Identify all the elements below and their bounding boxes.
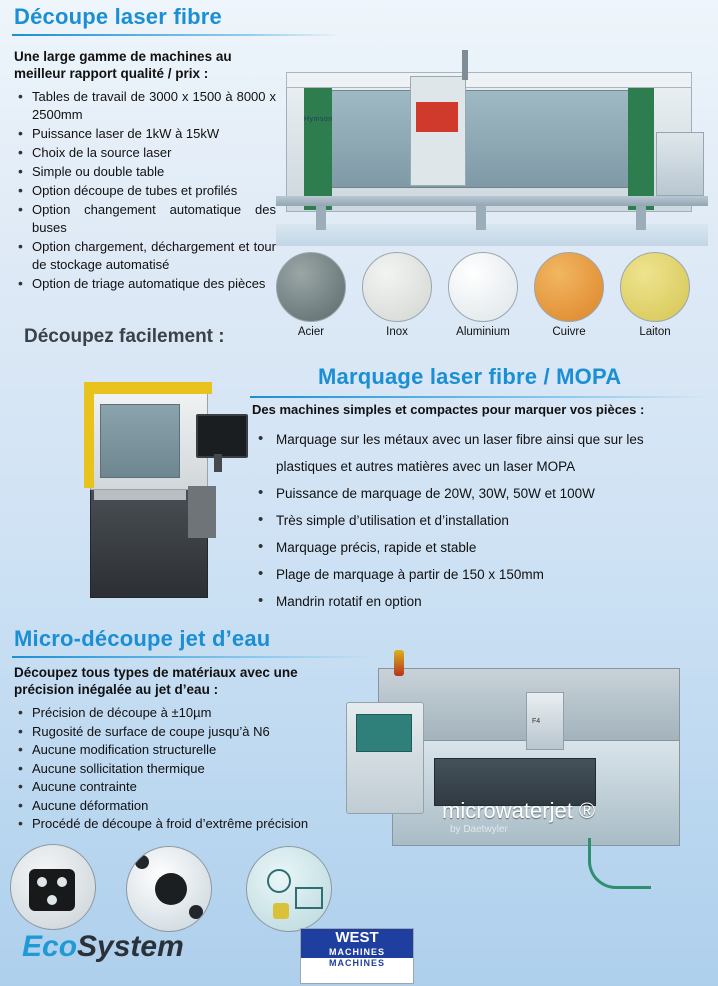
- list-item: • Option découpe de tubes et profilés: [14, 182, 276, 200]
- material-label: Aluminium: [456, 326, 510, 338]
- machine-top-cover: [286, 72, 692, 88]
- list-item: • Rugosité de surface de coupe jusqu’à N6: [14, 723, 364, 742]
- status-lamp: [394, 650, 404, 676]
- divider-laser-marking: [250, 396, 708, 398]
- marking-machine-pc: [188, 486, 216, 538]
- partner-line-1: WEST: [301, 929, 413, 947]
- list-item: • Simple ou double table: [14, 163, 276, 181]
- material-disc: [448, 252, 518, 322]
- laser-marking-machine-photo: [38, 368, 248, 598]
- sample-disc-2: [126, 846, 212, 932]
- section-title-laser-cutting: Découpe laser fibre: [14, 4, 222, 29]
- intro-laser-cutting: Une large gamme de machines au meilleur rapport qualité / prix :: [14, 49, 232, 81]
- sample-disc-1: [10, 844, 96, 930]
- section-title-waterjet: Micro-découpe jet d’eau: [14, 626, 271, 651]
- intro-laser-marking: Des machines simples et compactes pour marquer vos pièces :: [252, 402, 645, 417]
- machine-brand-label: Hymson: [304, 116, 333, 123]
- list-item: • Aucune déformation: [14, 797, 364, 816]
- material-label: Acier: [297, 326, 325, 338]
- material-swatch-aluminium: [448, 252, 518, 338]
- list-item: • Aucune modification structurelle: [14, 741, 364, 760]
- brand-suffix: System: [77, 930, 184, 963]
- machine-leg: [476, 206, 486, 230]
- material-swatch-inox: [362, 252, 432, 338]
- partner-line-3: MACHINES: [328, 958, 385, 968]
- list-item: • Puissance de marquage de 20W, 30W, 50W et 100W: [252, 480, 704, 507]
- marking-machine-window: [100, 404, 180, 478]
- material-label: Laiton: [639, 326, 671, 338]
- list-item: • Tables de travail de 3000 x 1500 à 8000 x 2500mm: [14, 88, 276, 124]
- material-swatches: [276, 252, 708, 348]
- waterjet-logo: microwaterjet ®: [442, 798, 596, 823]
- feature-list-laser-marking: [252, 426, 704, 615]
- material-swatch-acier: [276, 252, 346, 338]
- list-item: • Puissance laser de 1kW à 15kW: [14, 125, 276, 143]
- marking-machine-frame-left: [84, 382, 94, 488]
- material-swatch-cuivre: [534, 252, 604, 338]
- material-disc: [620, 252, 690, 322]
- marking-machine-keyboard-shelf: [94, 490, 186, 500]
- subtitle-decoupez-facilement: Découpez facilement :: [24, 326, 225, 347]
- list-item: • Plage de marquage à partir de 150 x 150mm: [252, 561, 704, 588]
- sample-disc-3: [246, 846, 332, 932]
- material-disc: [362, 252, 432, 322]
- machine-rail: [276, 196, 708, 206]
- feature-list-laser-cutting: [14, 88, 276, 294]
- material-disc: [534, 252, 604, 322]
- marking-machine-monitor: [196, 414, 248, 458]
- waterjet-hose: [588, 838, 651, 889]
- laser-cutting-machine-photo: [276, 46, 708, 246]
- machine-control-screen: [416, 102, 458, 132]
- brand-prefix: Eco: [22, 930, 78, 963]
- list-item: • Marquage précis, rapide et stable: [252, 534, 704, 561]
- machine-exchange-table: [656, 132, 704, 196]
- material-swatch-laiton: [620, 252, 690, 338]
- cutting-head-label: F4: [532, 718, 541, 725]
- list-item: • Procédé de découpe à froid d’extrême précision: [14, 815, 364, 834]
- marking-machine-frame-top: [84, 382, 212, 394]
- cnc-screen: [356, 714, 412, 752]
- machine-green-panel-left: [304, 84, 332, 210]
- intro-waterjet: Découpez tous types de matériaux avec une précision inégalée au jet d’eau :: [14, 665, 298, 697]
- list-item: • Aucune sollicitation thermique: [14, 760, 364, 779]
- machine-window: [330, 90, 632, 188]
- list-item: • Aucune contrainte: [14, 778, 364, 797]
- machine-leg: [636, 206, 646, 230]
- company-logo: [22, 930, 184, 964]
- monitor-stand: [214, 454, 222, 472]
- divider-laser-cutting: [12, 34, 342, 36]
- material-label: Inox: [386, 326, 408, 338]
- material-label: Cuivre: [552, 326, 586, 338]
- machine-green-panel-right: [628, 84, 654, 210]
- waterjet-logo-sub: by Daetwyler: [450, 824, 508, 835]
- machine-mast: [462, 50, 468, 80]
- list-item: • Mandrin rotatif en option: [252, 588, 704, 615]
- list-item: • Précision de découpe à ±10µm: [14, 704, 364, 723]
- list-item: • Très simple d’utilisation et d’installation: [252, 507, 704, 534]
- material-disc: [276, 252, 346, 322]
- section-title-laser-marking: Marquage laser fibre / MOPA: [318, 364, 622, 389]
- list-item: • Option changement automatique des buses: [14, 201, 276, 237]
- list-item: • Choix de la source laser: [14, 144, 276, 162]
- divider-waterjet: [12, 656, 372, 658]
- sample-parts-photos: [6, 844, 354, 936]
- list-item: • Option de triage automatique des pièces: [14, 275, 276, 293]
- feature-list-waterjet: [14, 704, 364, 834]
- machine-leg: [316, 206, 326, 230]
- partner-line-2: MACHINES: [301, 947, 413, 958]
- list-item: • Marquage sur les métaux avec un laser fibre ainsi que sur les plastiques et autres matières avec un laser MOPA: [252, 426, 704, 480]
- list-item: • Option chargement, déchargement et tour de stockage automatisé: [14, 238, 276, 274]
- waterjet-machine-photo: [338, 648, 710, 906]
- partner-logo-west-machines: [300, 928, 414, 984]
